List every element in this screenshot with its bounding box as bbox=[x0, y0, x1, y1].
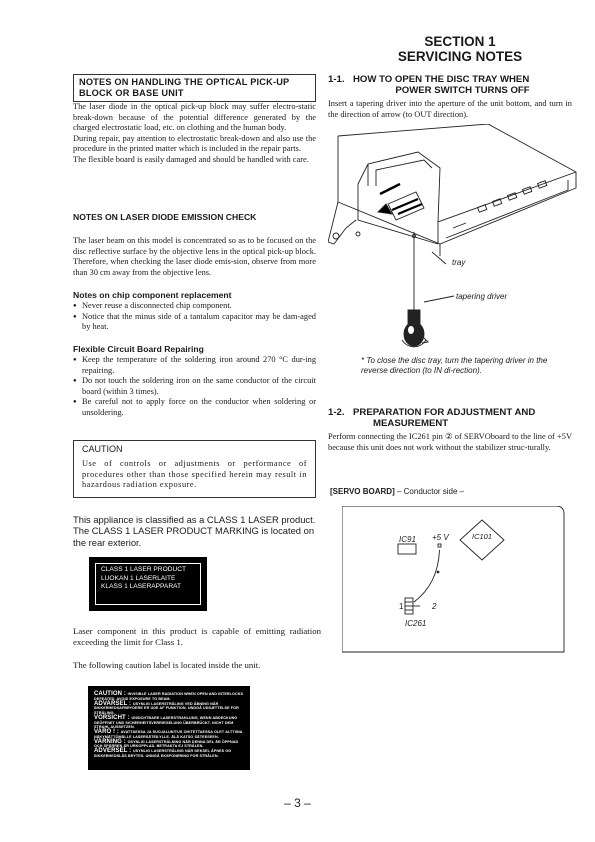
tray-callout: tray bbox=[452, 258, 466, 267]
class1-label-line: KLASS 1 LASERAPPARAT bbox=[101, 583, 182, 591]
servo-board-label: [SERVO BOARD] – Conductor side – bbox=[330, 487, 465, 496]
caution-box bbox=[73, 440, 316, 498]
caution-label-line bbox=[94, 749, 244, 759]
tray-close-note: * To close the disc tray, turn the tapering driver in the reverse direction (to IN di-rection). bbox=[361, 356, 548, 375]
caution-label-line bbox=[94, 716, 244, 730]
flex-item: ● Keep the temperature of the soldering iron around 270 °C dur-ing repairing. bbox=[73, 355, 316, 376]
section-1-1-heading: 1-1. HOW TO OPEN THE DISC TRAY WHEN POWER SWITCH TURNS OFF bbox=[328, 74, 530, 96]
caution-label-text: AVATTAESSA JA SUOJALUKITUS OHITETTAESSA OLET ALTTIINA NÄKYMÄTTÖMÄLLE LASERSÄTEILYLLE. ÄLÄ KATSO SÄTEESEEN. bbox=[94, 730, 243, 739]
laser-check-heading: NOTES ON LASER DIODE EMISSION CHECK bbox=[73, 212, 257, 222]
caution-label-text: USYNLIG LASERSTRÅLING VED ÅBNING NÅR SIKKERHEDSAFBRYDERE ER UDE AF FUNKTION. UNDGÅ UDSÆTTELSE FOR STRÅLING. bbox=[94, 701, 239, 715]
caution-label-keyword: ADVERSEL : bbox=[94, 748, 133, 754]
caution-label-keyword: VORSICHT : bbox=[94, 714, 132, 721]
section-heading bbox=[380, 34, 540, 64]
caution-label-keyword: ADVARSEL : bbox=[94, 700, 133, 707]
section-number: SECTION 1 bbox=[424, 34, 496, 49]
tapering-driver-callout: tapering driver bbox=[456, 292, 508, 301]
caution-label-image bbox=[88, 686, 250, 770]
caution-label-lines bbox=[94, 692, 244, 759]
caution-label-keyword: VARNING : bbox=[94, 738, 128, 745]
optical-notes-body bbox=[73, 102, 316, 166]
optical-para-3: The flexible board is easily damaged and should be handled with care. bbox=[73, 154, 309, 164]
caution-label-keyword: VARO ! : bbox=[94, 729, 121, 735]
pin-2-label: 2 bbox=[432, 602, 437, 611]
chip-heading: Notes on chip component replacement bbox=[73, 290, 232, 300]
section-1-2-body: Perform connecting the IC261 pin ② of SERVOboard to the line of +5V because this unit does not work without the stabilizer struc-turally. bbox=[328, 432, 572, 452]
caution-label-text: OSYNLIG LASERSTRÅLNING NÄR DENNA DEL ÄR ÖPPNAD OCH SPÄRREN ÄR URKOPPLAD. BETRAKTA EJ STRÅLEN. bbox=[94, 739, 239, 749]
optical-notes-heading: NOTES ON HANDLING THE OPTICAL PICK-UP BLOCK OR BASE UNIT bbox=[73, 74, 316, 102]
page-number: – 3 – bbox=[284, 796, 311, 810]
servo-board-diagram bbox=[342, 506, 572, 662]
pin-1-label: 1 bbox=[399, 602, 404, 611]
caution-label-intro: The following caution label is located inside the unit. bbox=[73, 660, 261, 670]
caution-body: Use of controls or adjustments or performance of procedures other than those specified herein may result in hazardous radiation exposure. bbox=[82, 459, 307, 490]
chip-item: ● Never reuse a disconnected chip component. bbox=[73, 301, 316, 312]
flex-list bbox=[73, 355, 316, 419]
section-1-1-body: Insert a tapering driver into the aperture of the unit bottom, and turn in the direction of arrow (to OUT direction). bbox=[328, 99, 572, 119]
class1-label-line: CLASS 1 LASER PRODUCT bbox=[101, 566, 187, 573]
caution-label-line bbox=[94, 702, 244, 716]
caution-label-text: USYNLIG LASERSTRÅLING NÅR DEKSEL ÅPNES OG SIKKERHEDSLÅS BRYTES. UNNGÅ EKSPONERING FOR STRÅLEN. bbox=[94, 749, 232, 758]
disc-tray-figure bbox=[328, 124, 578, 348]
flex-item: ● Be careful not to apply force on the conductor when soldering or unsoldering. bbox=[73, 397, 316, 418]
caution-title: CAUTION bbox=[82, 444, 123, 454]
section-title: SERVICING NOTES bbox=[397, 49, 523, 64]
optical-para-2: During repair, pay attention to electrostatic break-down and also use the procedure in the printed matter which is included in the repair parts. bbox=[73, 133, 316, 154]
ic261-label: IC261 bbox=[405, 619, 427, 628]
class1-laser-label bbox=[89, 557, 207, 611]
caution-label-keyword: CAUTION : bbox=[94, 691, 128, 697]
chip-item: ● Notice that the minus side of a tantalum capacitor may be dam-aged by heat. bbox=[73, 312, 316, 333]
class1-text: This appliance is classified as a CLASS 1 LASER product. The CLASS 1 LASER PRODUCT MARKING is located on the rear exterior. bbox=[73, 514, 316, 548]
flex-heading: Flexible Circuit Board Repairing bbox=[73, 344, 204, 354]
ic91-label: IC91 bbox=[399, 535, 416, 544]
chip-list bbox=[73, 301, 316, 333]
caution-label-text: UNSICHTBARE LASERSTRAHLUNG, WENN ABDECKUNG GEÖFFNET UND SICHERHEITSVERRIEGELUNG ÜBERBRÜCKT. NICHT DEM STRAHL AUSSETZEN. bbox=[94, 715, 238, 730]
laser-check-body: The laser beam on this model is concentrated so as to be focused on the disc reflective surface by the objective lens in the optical pick-up block. Therefore, when checking the laser diode emis-sion, observe from more than 30 cm away from the objective lens. bbox=[73, 236, 316, 277]
optical-para-1: The laser diode in the optical pick-up block may suffer electro-static break-down because of the potential difference generated by the charged electrostatic load, etc. on clothing and the human body. bbox=[73, 102, 316, 133]
plus-5v-label: +5 V bbox=[432, 533, 449, 542]
laser-component-text: Laser component in this product is capable of emitting radiation exceeding the limit for Class 1. bbox=[73, 626, 321, 647]
flex-item: ● Do not touch the soldering iron on the same conductor of the circuit board (within 3 times). bbox=[73, 376, 316, 397]
section-1-2-heading: 1-2. PREPARATION FOR ADJUSTMENT AND MEASUREMENT bbox=[328, 407, 536, 429]
class1-label-line: LUOKAN 1 LASERLAITE bbox=[101, 574, 176, 582]
ic101-label: IC101 bbox=[472, 532, 493, 541]
caution-label-text: INVISIBLE LASER RADIATION WHEN OPEN AND INTERLOCKS DEFEATED. AVOID EXPOSURE TO BEAM. bbox=[94, 692, 244, 701]
